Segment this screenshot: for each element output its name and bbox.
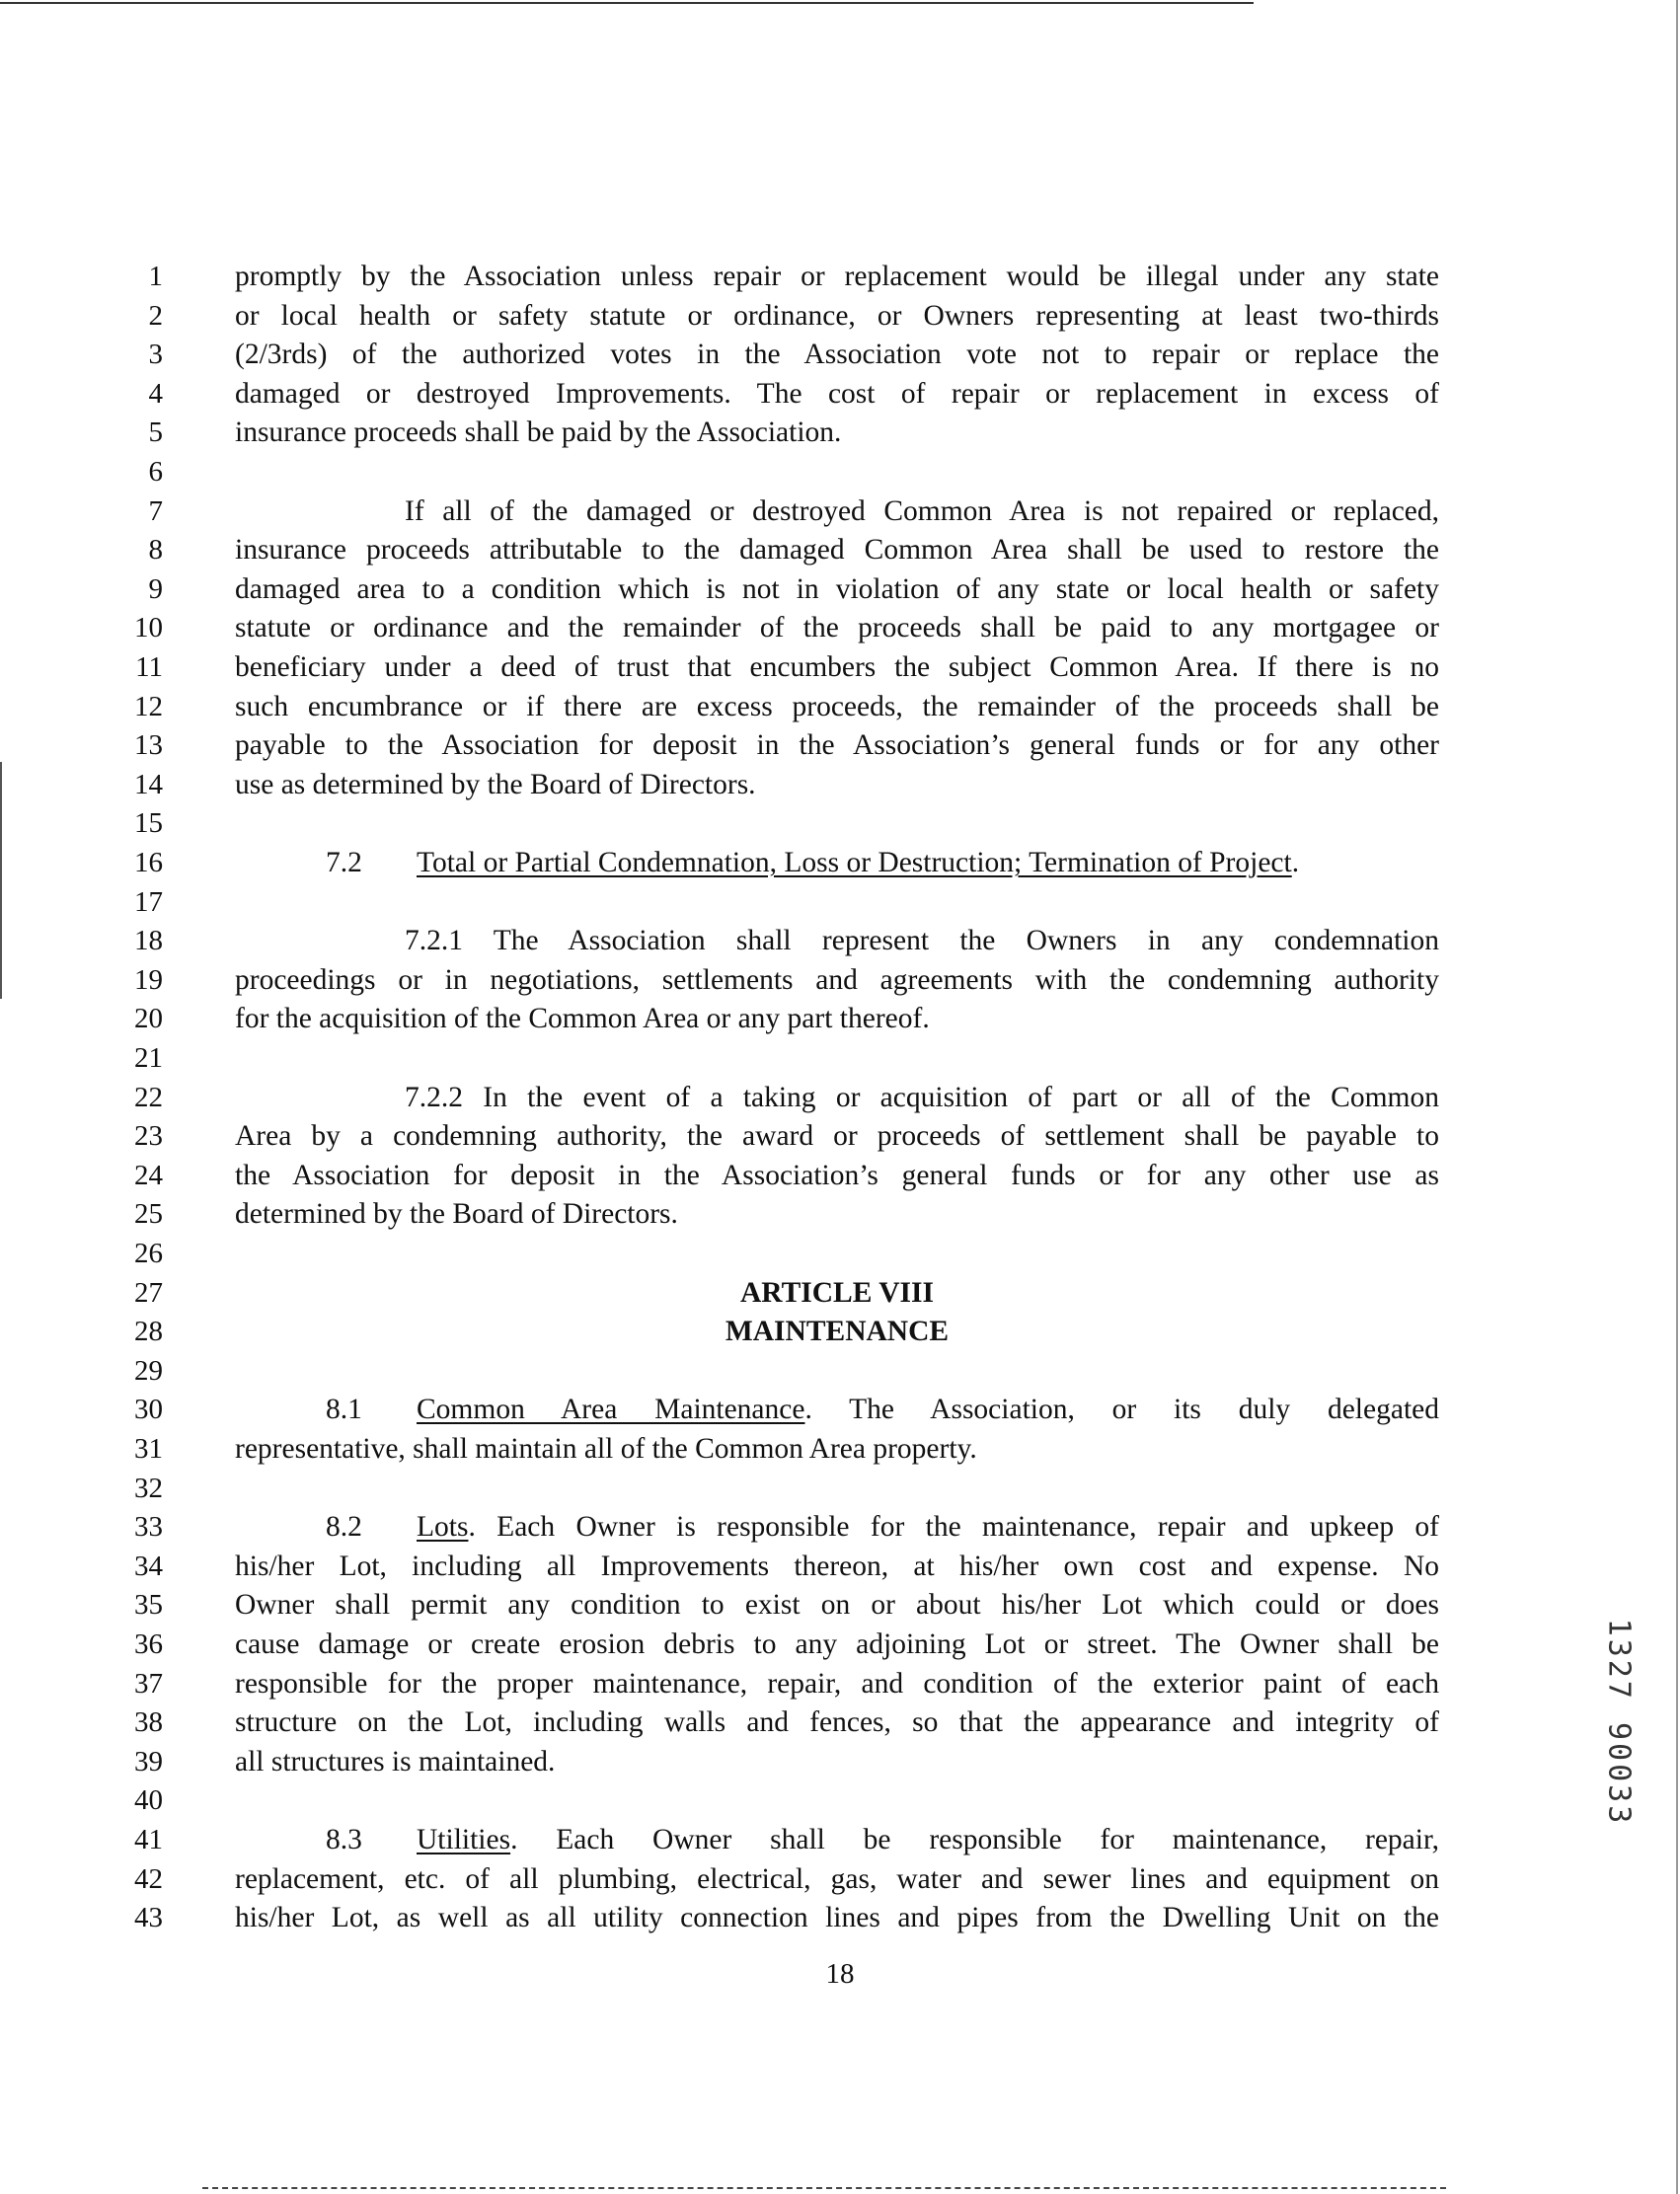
line-text: 7.2.1 The Association shall represent the Owners in any condemnation — [405, 925, 1439, 957]
recording-stamp-text: 1327 90033 — [1601, 1618, 1637, 1827]
line-text: use as determined by the Board of Directors. — [235, 768, 756, 800]
document-line — [0, 413, 1680, 452]
line-number: 34 — [134, 1550, 163, 1582]
document-line — [0, 882, 1680, 922]
article-heading: ARTICLE VIII — [740, 1276, 934, 1309]
line-text: damaged area to a condition which is not in violation of any state or local health or safety — [235, 572, 1439, 605]
line-text: insurance proceeds shall be paid by the Association. — [235, 416, 842, 449]
line-number: 16 — [134, 847, 163, 878]
document-line — [0, 1547, 1680, 1586]
document-line — [0, 1156, 1680, 1195]
line-number: 39 — [134, 1745, 163, 1778]
line-number: 1 — [148, 261, 163, 292]
line-number: 21 — [134, 1042, 163, 1074]
line-text: replacement, etc. of all plumbing, electrical, gas, water and sewer lines and equipment on — [235, 1862, 1439, 1895]
page-number: 18 — [825, 1958, 855, 1990]
line-text: the Association for deposit in the Association’s general funds or for any other use as — [235, 1159, 1439, 1191]
line-text: insurance proceeds attributable to the damaged Common Area shall be used to restore the — [235, 534, 1439, 567]
line-text: proceedings or in negotiations, settlements and agreements with the condemning authority — [235, 963, 1439, 996]
line-number: 33 — [134, 1511, 163, 1544]
line-number: 2 — [148, 299, 163, 332]
line-number: 15 — [134, 807, 163, 840]
line-number: 26 — [134, 1238, 163, 1269]
document-line — [0, 687, 1680, 726]
document-line — [0, 530, 1680, 569]
line-number: 3 — [148, 339, 163, 371]
document-line — [0, 1273, 1680, 1313]
document-line — [0, 257, 1680, 296]
line-text: If all of the damaged or destroyed Common Area is not repaired or replaced, — [405, 494, 1439, 527]
section-number: 8.2 — [326, 1511, 362, 1544]
section-number: 7.2 — [326, 847, 362, 878]
document-line — [0, 608, 1680, 647]
document-line — [0, 374, 1680, 414]
document-line — [0, 1780, 1680, 1820]
document-line — [0, 1194, 1680, 1234]
line-number: 19 — [134, 963, 163, 996]
document-line — [0, 1469, 1680, 1508]
document-line — [0, 1625, 1680, 1664]
document-line — [0, 999, 1680, 1038]
document-line — [0, 296, 1680, 336]
document-line — [0, 1898, 1680, 1937]
section-number: 8.1 — [326, 1394, 362, 1426]
scan-border-bottom — [202, 2187, 1446, 2189]
line-number: 41 — [134, 1824, 163, 1855]
article-heading: MAINTENANCE — [725, 1316, 950, 1348]
line-number: 30 — [134, 1394, 163, 1426]
line-number: 24 — [134, 1159, 163, 1191]
line-number: 11 — [135, 651, 163, 683]
line-number: 4 — [148, 377, 163, 410]
section-text: . Each Owner is responsible for the maintenance, repair and upkeep of — [468, 1511, 1439, 1544]
section-number: 8.3 — [326, 1824, 362, 1855]
document-line — [0, 1078, 1680, 1117]
line-number: 18 — [134, 925, 163, 957]
document-line — [0, 569, 1680, 609]
line-number: 37 — [134, 1667, 163, 1700]
section-text: . Each Owner shall be responsible for maintenance, repair, — [510, 1824, 1439, 1855]
document-line — [0, 803, 1680, 843]
document-line — [0, 1390, 1680, 1429]
section-text: . — [1291, 847, 1300, 878]
line-number: 17 — [134, 885, 163, 918]
document-line — [0, 452, 1680, 492]
section-heading-line — [326, 1390, 1439, 1429]
line-number: 10 — [134, 612, 163, 644]
line-text: beneficiary under a deed of trust that encumbers the subject Common Area. If there is no — [235, 651, 1439, 683]
line-number: 7 — [148, 494, 163, 527]
line-text: determined by the Board of Directors. — [235, 1198, 678, 1231]
line-number: 5 — [148, 416, 163, 449]
section-heading-line — [326, 843, 1439, 882]
line-text: or local health or safety statute or ordinance, or Owners representing at least two-thirds — [235, 299, 1439, 332]
line-text: cause damage or create erosion debris to any adjoining Lot or street. The Owner shall be — [235, 1628, 1439, 1660]
document-line — [0, 1507, 1680, 1547]
line-text: such encumbrance or if there are excess proceeds, the remainder of the proceeds shall be — [235, 690, 1439, 722]
document-line — [0, 1429, 1680, 1469]
document-line — [0, 1742, 1680, 1781]
document-line — [0, 960, 1680, 1000]
line-text: his/her Lot, as well as all utility connection lines and pipes from the Dwelling Unit on the — [235, 1902, 1439, 1934]
line-number: 28 — [134, 1316, 163, 1348]
document-line — [0, 1038, 1680, 1078]
document-line — [0, 1312, 1680, 1351]
document-line — [0, 765, 1680, 804]
line-text: damaged or destroyed Improvements. The cost of repair or replacement in excess of — [235, 377, 1439, 410]
section-title: Utilities — [417, 1824, 511, 1855]
document-line — [0, 1351, 1680, 1391]
section-heading-line — [326, 1820, 1439, 1859]
line-text: responsible for the proper maintenance, repair, and condition of the exterior paint of each — [235, 1667, 1439, 1700]
section-title: Total or Partial Condemnation, Loss or Destruction; Termination of Project — [417, 847, 1292, 878]
document-line — [0, 843, 1680, 882]
section-heading-line — [326, 1507, 1439, 1547]
line-text: representative, shall maintain all of the Common Area property. — [235, 1433, 977, 1465]
line-number: 12 — [134, 690, 163, 722]
section-title: Lots — [417, 1511, 469, 1544]
document-line — [0, 725, 1680, 765]
line-text: Area by a condemning authority, the award or proceeds of settlement shall be payable to — [235, 1120, 1439, 1153]
line-number: 32 — [134, 1472, 163, 1504]
document-line — [0, 1664, 1680, 1703]
line-number: 42 — [134, 1862, 163, 1895]
line-number: 8 — [148, 534, 163, 567]
document-line — [0, 492, 1680, 531]
scan-border-top — [0, 2, 1254, 4]
line-number: 23 — [134, 1120, 163, 1153]
line-number: 14 — [134, 768, 163, 800]
document-line — [0, 1585, 1680, 1625]
line-number: 20 — [134, 1003, 163, 1035]
line-number: 6 — [148, 456, 163, 488]
line-number: 29 — [134, 1354, 163, 1387]
line-text: for the acquisition of the Common Area or any part thereof. — [235, 1003, 930, 1035]
line-number: 38 — [134, 1706, 163, 1739]
line-text: 7.2.2 In the event of a taking or acquisition of part or all of the Common — [405, 1081, 1439, 1113]
line-text: statute or ordinance and the remainder of the proceeds shall be paid to any mortgagee or — [235, 612, 1439, 644]
line-number: 35 — [134, 1589, 163, 1622]
line-text: all structures is maintained. — [235, 1745, 556, 1778]
document-line — [0, 1116, 1680, 1156]
line-text: structure on the Lot, including walls and fences, so that the appearance and integrity of — [235, 1706, 1439, 1739]
line-number: 36 — [134, 1628, 163, 1660]
line-number: 22 — [134, 1081, 163, 1113]
document-line — [0, 1702, 1680, 1742]
line-number: 9 — [148, 572, 163, 605]
section-text: . The Association, or its duly delegated — [804, 1394, 1439, 1426]
document-line — [0, 647, 1680, 687]
line-number: 31 — [134, 1433, 163, 1465]
line-text: promptly by the Association unless repair or replacement would be illegal under any state — [235, 261, 1439, 292]
document-line — [0, 335, 1680, 374]
line-number: 13 — [134, 729, 163, 762]
line-number: 27 — [134, 1276, 163, 1309]
line-text: payable to the Association for deposit in the Association’s general funds or for any other — [235, 729, 1439, 762]
line-text: Owner shall permit any condition to exist on or about his/her Lot which could or does — [235, 1589, 1439, 1622]
line-number: 25 — [134, 1198, 163, 1231]
recording-stamp — [1594, 1579, 1643, 1865]
line-number: 43 — [134, 1902, 163, 1934]
line-text: (2/3rds) of the authorized votes in the Association vote not to repair or replace the — [235, 339, 1439, 371]
document-line — [0, 1820, 1680, 1859]
line-text: his/her Lot, including all Improvements thereon, at his/her own cost and expense. No — [235, 1550, 1439, 1582]
document-line — [0, 1859, 1680, 1899]
section-title: Common Area Maintenance — [417, 1394, 805, 1426]
document-line — [0, 1234, 1680, 1273]
line-number: 40 — [134, 1784, 163, 1817]
document-line — [0, 921, 1680, 960]
